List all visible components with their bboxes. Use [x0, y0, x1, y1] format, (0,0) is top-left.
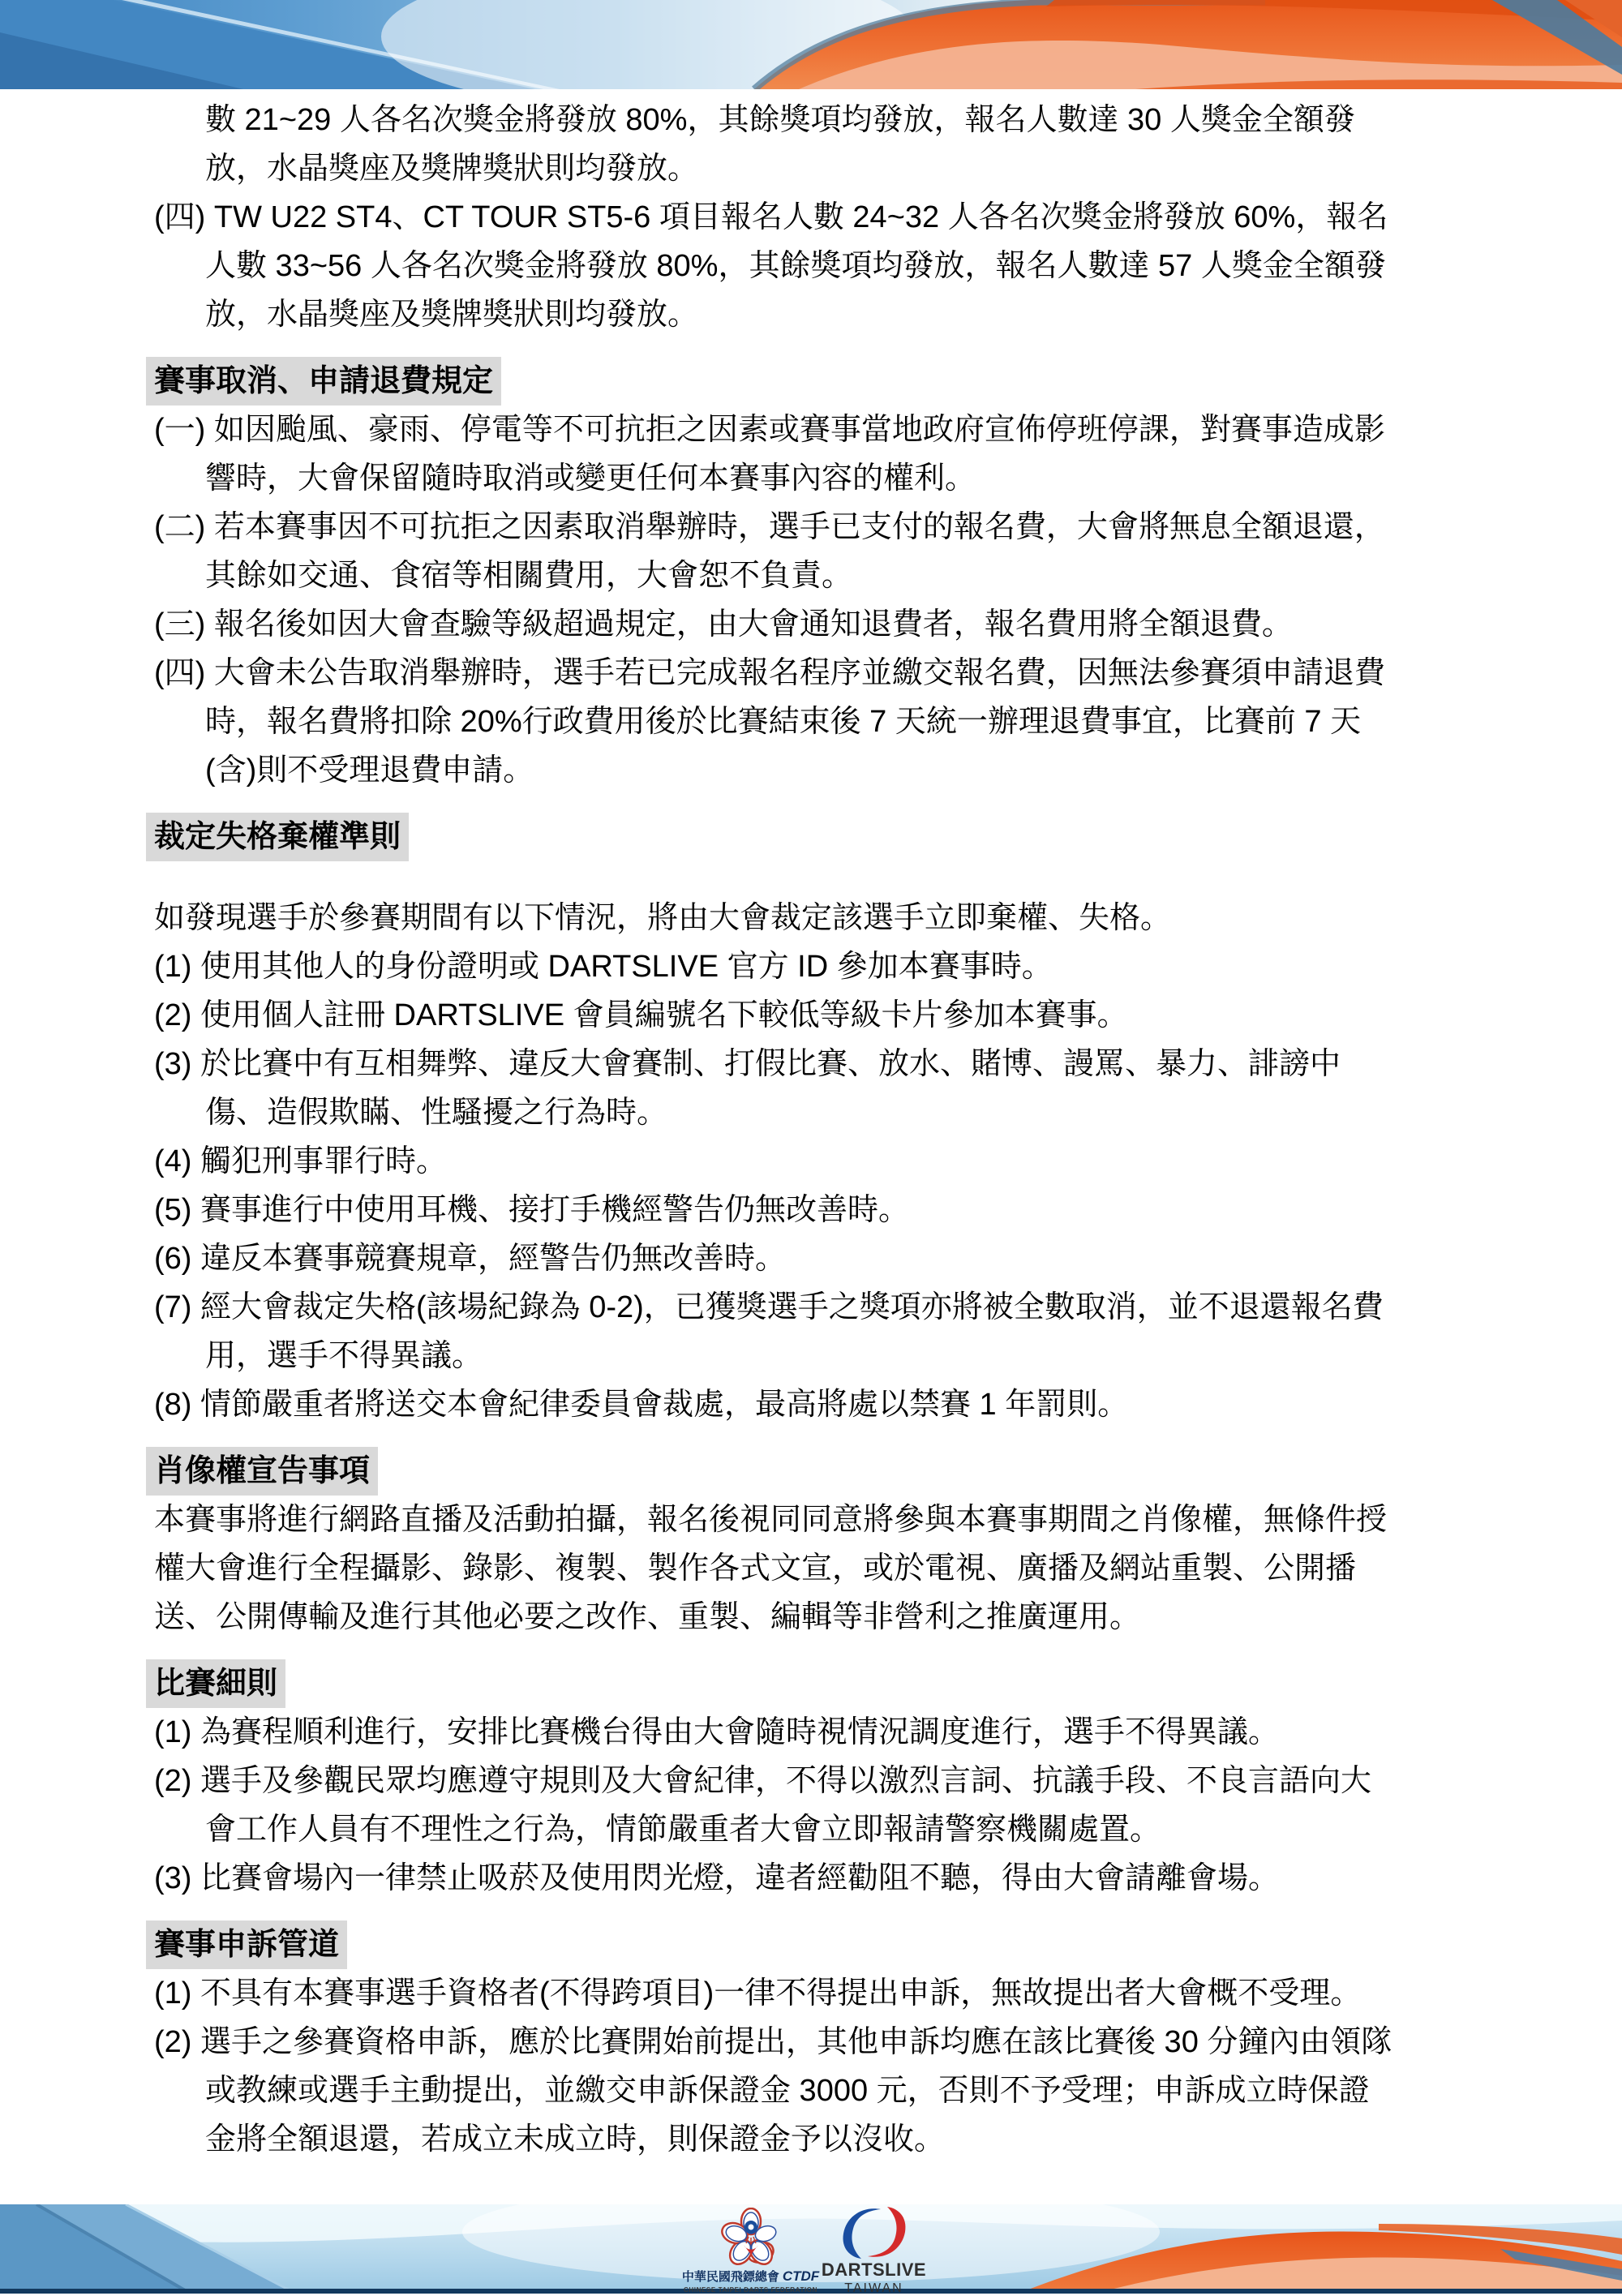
text-line: 放，水晶獎座及獎牌獎狀則均發放。 — [205, 152, 699, 186]
text-line: (4) 觸犯刑事罪行時。 — [154, 1144, 448, 1178]
text-line: 金將全額退還，若成立未成立時，則保證金予以沒收。 — [205, 2122, 946, 2157]
section-header: 比賽細則 — [146, 1659, 285, 1708]
dartslive-region: TAIWAN — [844, 2281, 903, 2295]
ctdf-title: 中華民國飛鏢總會 CTDF — [681, 2268, 820, 2284]
text-line: (1) 為賽程順利進行，安排比賽機台得由大會隨時視情況調度進行，選手不得異議。 — [154, 1715, 1280, 1749]
section-header: 裁定失格棄權準則 — [146, 813, 409, 861]
ctdf-plum-blossom-icon — [719, 2208, 783, 2266]
text-line: (2) 選手及參觀民眾均應遵守規則及大會紀律，不得以激烈言詞、抗議手段、不良言語向大 — [154, 1764, 1372, 1798]
section-header: 賽事取消、申請退費規定 — [146, 357, 501, 406]
text-line: 用，選手不得異議。 — [205, 1339, 483, 1373]
text-line: 其餘如交通、食宿等相關費用，大會恕不負責。 — [205, 559, 853, 593]
text-line: (5) 賽事進行中使用耳機、接打手機經警告仍無改善時。 — [154, 1193, 910, 1227]
ctdf-logo-block — [680, 2208, 822, 2294]
section-header: 賽事申訴管道 — [146, 1920, 347, 1969]
text-line: 響時，大會保留隨時取消或變更任何本賽事內容的權利。 — [205, 461, 976, 496]
document-body — [154, 96, 1517, 2164]
text-line: 時，報名費將扣除 20%行政費用後於比賽結束後 7 天統一辦理退費事宜，比賽前 7 天 — [205, 705, 1362, 739]
text-line: (6) 違反本賽事競賽規章，經警告仍無改善時。 — [154, 1242, 787, 1276]
text-line: 送、公開傳輸及進行其他必要之改作、重製、編輯等非營利之推廣運用。 — [154, 1600, 1141, 1634]
text-line: (3) 於比賽中有互相舞弊、違反大會賽制、打假比賽、放水、賭博、謾罵、暴力、誹謗中 — [154, 1047, 1341, 1081]
text-line: (7) 經大會裁定失格(該場紀錄為 0-2)，已獲獎選手之獎項亦將被全數取消，並不退還報名費 — [154, 1290, 1384, 1324]
text-line: (1) 使用其他人的身份證明或 DARTSLIVE 官方 ID 參加本賽事時。 — [154, 950, 1053, 984]
text-line: (四) TW U22 ST4、CT TOUR ST5-6 項目報名人數 24~32 人各名次獎金將發放 60%，報名 — [154, 200, 1388, 234]
text-line: 傷、造假欺瞞、性騷擾之行為時。 — [205, 1096, 668, 1130]
text-line: 如發現選手於參賽期間有以下情況，將由大會裁定該選手立即棄權、失格。 — [154, 901, 1172, 935]
dartslive-wordmark: DARTSLIVE — [821, 2260, 927, 2280]
text-line: 或教練或選手主動提出，並繳交申訴保證金 3000 元，否則不予受理；申訴成立時保證 — [205, 2074, 1370, 2108]
text-line: 會工作人員有不理性之行為，情節嚴重者大會立即報請警察機關處置。 — [205, 1813, 1161, 1847]
dartslive-logo-block — [811, 2206, 937, 2296]
text-line: 數 21~29 人各名次獎金將發放 80%，其餘獎項均發放，報名人數達 30 人獎金全額發 — [205, 103, 1355, 137]
section-spacer — [154, 861, 1517, 894]
text-line: (三) 報名後如因大會查驗等級超過規定，由大會通知退費者，報名費用將全額退費。 — [154, 607, 1293, 642]
text-line: 本賽事將進行網路直播及活動拍攝，報名後視同同意將參與本賽事期間之肖像權，無條件授 — [154, 1503, 1388, 1537]
text-line: (四) 大會未公告取消舉辦時，選手若已完成報名程序並繳交報名費，因無法參賽須申請退費 — [154, 656, 1385, 690]
text-line: (二) 若本賽事因不可抗拒之因素取消舉辦時，選手已支付的報名費，大會將無息全額退還， — [154, 510, 1385, 544]
top-banner-decoration — [0, 0, 1622, 89]
text-line: 人數 33~56 人各名次獎金將發放 80%，其餘獎項均發放，報名人數達 57 人獎金全額發 — [205, 249, 1386, 283]
text-line: (8) 情節嚴重者將送交本會紀律委員會裁處，最高將處以禁賽 1 年罰則。 — [154, 1388, 1129, 1422]
text-line: (1) 不具有本賽事選手資格者(不得跨項目)一律不得提出申訴，無故提出者大會概不受理。 — [154, 1976, 1362, 2011]
text-line: (含)則不受理退費申請。 — [205, 753, 534, 788]
section-header: 肖像權宣告事項 — [146, 1447, 378, 1496]
text-line: 放，水晶獎座及獎牌獎狀則均發放。 — [205, 298, 699, 332]
text-line: (2) 使用個人註冊 DARTSLIVE 會員編號名下較低等級卡片參加本賽事。 — [154, 998, 1128, 1032]
text-line: (3) 比賽會場內一律禁止吸菸及使用閃光燈，違者經勸阻不聽，得由大會請離會場。 — [154, 1861, 1280, 1895]
text-line: (2) 選手之參賽資格申訴，應於比賽開始前提出，其他申訴均應在該比賽後 30 分鐘內由領隊 — [154, 2025, 1392, 2059]
dartslive-swoosh-icon — [824, 2206, 925, 2260]
ctdf-abbr: CTDF — [782, 2268, 820, 2284]
text-line: 權大會進行全程攝影、錄影、複製、製作各式文宣，或於電視、廣播及網站重製、公開播 — [154, 1551, 1357, 1586]
ctdf-subtitle: CHINESE TAIPEI DARTS FEDERATION — [684, 2286, 817, 2294]
text-line: (一) 如因颱風、豪雨、停電等不可抗拒之因素或賽事當地政府宣佈停班停課，對賽事造成影 — [154, 413, 1385, 447]
